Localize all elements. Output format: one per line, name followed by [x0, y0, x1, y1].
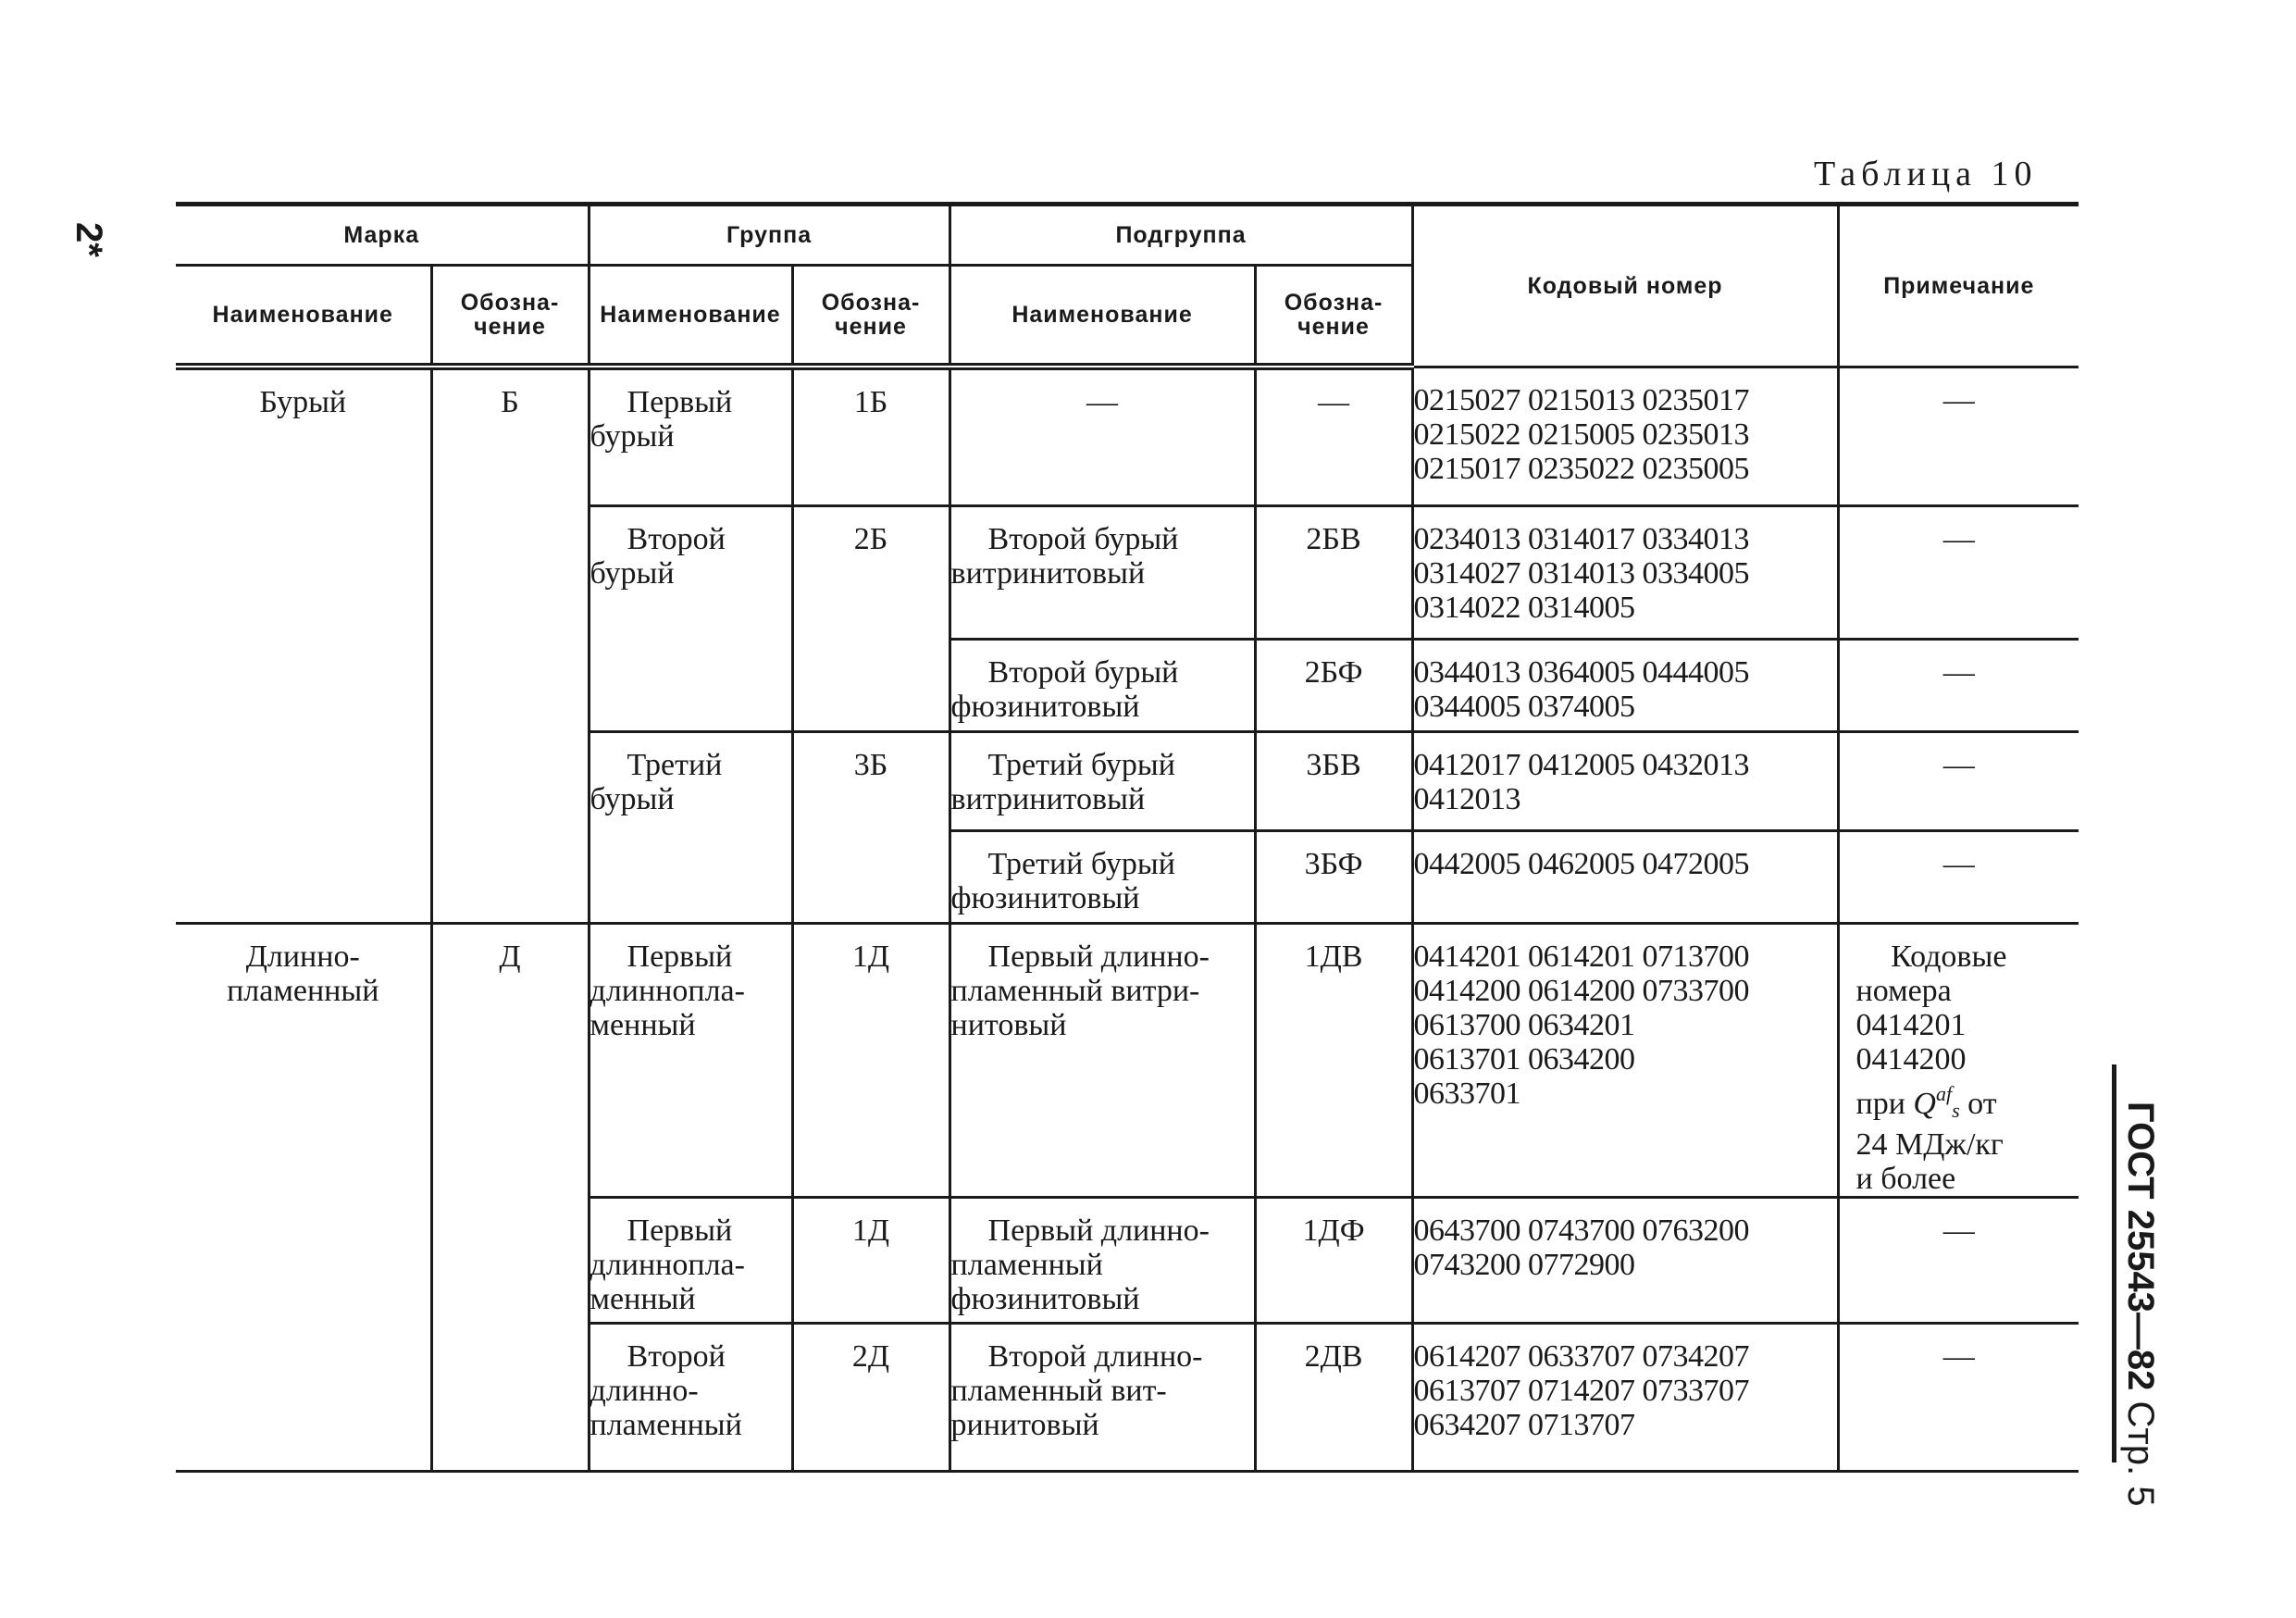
header-marka-name: Наименование	[176, 266, 431, 367]
group-name: Второй бурый	[589, 505, 792, 732]
group-desig: 1Д	[792, 924, 949, 1198]
code-numbers: 0414201 0614201 0713700 0414200 0614200 0733700 0613700 0634201 0613701 0634200 0633701	[1412, 924, 1838, 1198]
note-line: 24 МДж/кг	[1855, 1127, 2004, 1162]
group-desig: 1Б	[792, 367, 949, 505]
subgroup-name: Второй бурый фюзинитовый	[949, 640, 1255, 732]
note-line: 0414200	[1855, 1042, 1967, 1077]
note-line: номера	[1855, 974, 1952, 1008]
group-name: Третий бурый	[589, 732, 792, 924]
note: —	[1838, 1198, 2079, 1324]
note: —	[1838, 640, 2079, 732]
subgroup-name: Третий бурый витринитовый	[949, 732, 1255, 831]
group-name: Первый бурый	[589, 367, 792, 505]
note-line: Кодовые	[1891, 940, 2007, 974]
formula-sub: s	[1952, 1099, 1960, 1122]
code-numbers: 0234013 0314017 0334013 0314027 0314013 0334005 0314022 0314005	[1412, 505, 1838, 640]
table-row	[176, 924, 2079, 1198]
header-group-name: Наименование	[589, 266, 792, 367]
group-desig: 3Б	[792, 732, 949, 924]
subgroup-name: Второй длинно- пламенный вит- ринитовый	[949, 1324, 1255, 1472]
code-numbers: 0344013 0364005 0444005 0344005 0374005	[1412, 640, 1838, 732]
header-podgruppa: Подгруппа	[949, 205, 1412, 266]
header-group-desig: Обозна- чение	[792, 266, 949, 367]
note-ot: от	[1967, 1087, 1997, 1121]
header-kod: Кодовый номер	[1412, 205, 1838, 367]
subgroup-name: Первый длинно- пламенный витри- нитовый	[949, 924, 1255, 1198]
note-line: 0414201	[1855, 1008, 1967, 1042]
note-calorific	[1838, 924, 2079, 1198]
formula-q: Q	[1913, 1087, 1936, 1121]
subgroup-desig: 2ДВ	[1255, 1324, 1412, 1472]
header-gruppa: Группа	[589, 205, 949, 266]
subgroup-desig: —	[1255, 367, 1412, 505]
mark-desig-brown: Б	[431, 367, 589, 924]
header-primechanie: Примечание	[1838, 205, 2079, 367]
mark-name-long-flame: Длинно- пламенный	[176, 924, 431, 1472]
subgroup-desig: 3БВ	[1255, 732, 1412, 831]
note: —	[1838, 831, 2079, 924]
margin-mark: 2*	[68, 222, 109, 257]
subgroup-name: Второй бурый витринитовый	[949, 505, 1255, 640]
note: —	[1838, 367, 2079, 505]
header-sub-desig: Обозна- чение	[1255, 266, 1412, 367]
mark-desig-long-flame: Д	[431, 924, 589, 1472]
note: —	[1838, 505, 2079, 640]
subgroup-name: Третий бурый фюзинитовый	[949, 831, 1255, 924]
mark-name-brown: Бурый	[176, 367, 431, 924]
subgroup-desig: 3БФ	[1255, 831, 1412, 924]
subgroup-desig: 1ДВ	[1255, 924, 1412, 1198]
subgroup-desig: 2БВ	[1255, 505, 1412, 640]
group-desig: 1Д	[792, 1198, 949, 1324]
note-formula	[1856, 1077, 2079, 1127]
note: —	[1838, 732, 2079, 831]
side-rule	[2112, 1064, 2116, 1462]
note-pri: при	[1855, 1087, 1905, 1121]
group-desig: 2Д	[792, 1324, 949, 1472]
table-label: Таблица 10	[1814, 155, 2038, 193]
header-marka: Марка	[176, 205, 589, 266]
subgroup-desig: 2БФ	[1255, 640, 1412, 732]
group-name: Второй длинно- пламенный	[589, 1324, 792, 1472]
group-desig: 2Б	[792, 505, 949, 732]
subgroup-name: —	[949, 367, 1255, 505]
subgroup-desig: 1ДФ	[1255, 1198, 1412, 1324]
code-numbers: 0643700 0743700 0763200 0743200 0772900	[1412, 1198, 1838, 1324]
header-marka-desig: Обозна- чение	[431, 266, 589, 367]
standard-number: ГОСТ 25543—82	[2120, 1101, 2161, 1391]
table-row	[176, 367, 2079, 505]
page-number: Стр. 5	[2120, 1400, 2161, 1507]
header-sub-name: Наименование	[949, 266, 1255, 367]
group-name: Первый длиннопла- менный	[589, 1198, 792, 1324]
code-numbers: 0215027 0215013 0235017 0215022 0215005 0235013 0215017 0235022 0235005	[1412, 367, 1838, 505]
classification-table	[176, 202, 2079, 1473]
group-name: Первый длиннопла- менный	[589, 924, 792, 1198]
code-numbers: 0412017 0412005 0432013 0412013	[1412, 732, 1838, 831]
subgroup-name: Первый длинно- пламенный фюзинитовый	[949, 1198, 1255, 1324]
note-line: и более	[1855, 1162, 1956, 1196]
code-numbers: 0442005 0462005 0472005	[1412, 831, 1838, 924]
note: —	[1838, 1324, 2079, 1472]
formula-sup: af	[1935, 1082, 1953, 1105]
side-caption	[2119, 1101, 2161, 1506]
code-numbers: 0614207 0633707 0734207 0613707 0714207 0733707 0634207 0713707	[1412, 1324, 1838, 1472]
